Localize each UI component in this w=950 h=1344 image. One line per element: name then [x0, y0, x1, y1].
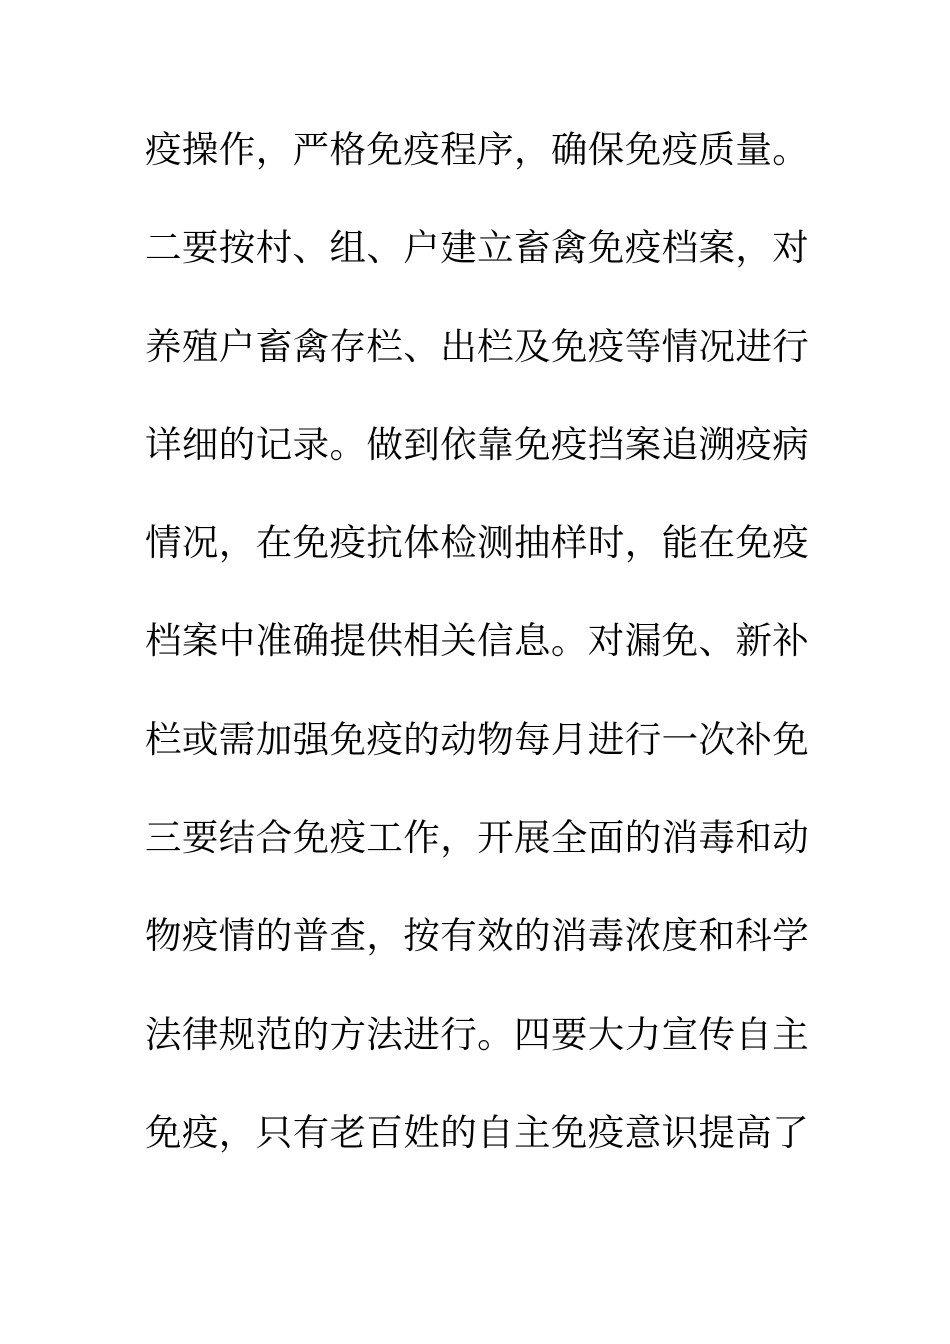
text-line: 物疫情的普查，按有效的消毒浓度和科学	[145, 914, 810, 958]
text-line: 情况，在免疫抗体检测抽样时，能在免疫	[145, 521, 810, 565]
text-line: 详细的记录。做到依靠免疫挡案追溯疫病	[145, 422, 810, 466]
text-line: 档案中准确提供相关信息。对漏免、新补	[145, 619, 810, 663]
text-line: 栏或需加强免疫的动物每月进行一次补免	[145, 717, 810, 761]
text-line: 疫操作，严格免疫程序，确保免疫质量。	[145, 128, 810, 171]
text-line: 免疫，只有老百姓的自主免疫意识提高了	[145, 1110, 810, 1154]
text-line: 养殖户畜禽存栏、出栏及免疫等情况进行	[145, 324, 810, 368]
text-line: 三要结合免疫工作，开展全面的消毒和动	[145, 816, 810, 860]
text-line: 法律规范的方法进行。四要大力宣传自主	[145, 1012, 810, 1056]
text-line: 二要按村、组、户建立畜禽免疫档案，对	[145, 226, 810, 270]
body-text	[145, 118, 815, 1199]
